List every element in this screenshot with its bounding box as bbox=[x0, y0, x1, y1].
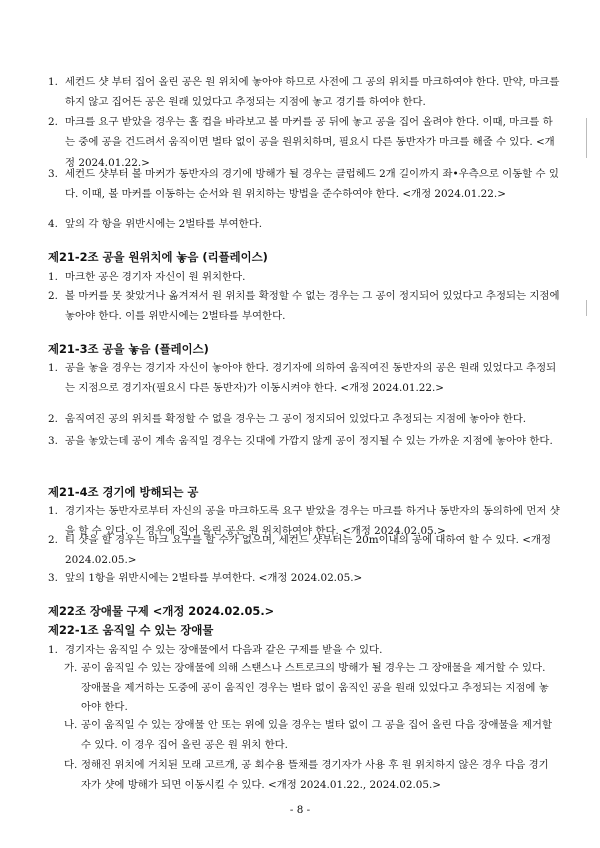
item-text: 공이 움직일 수 있는 장애물 안 또는 위에 있을 경우는 벌타 없이 그 공을 집어 올린 다음 장애물을 제거할 수 있다. 이 경우 집어 올린 공은 원 위치 한다. bbox=[81, 719, 552, 751]
margin-mark bbox=[586, 118, 587, 158]
item-number: 2. bbox=[48, 116, 58, 128]
item-text: 티 샷을 할 경우는 마크 요구를 할 수가 없으며, 세컨드 샷부터는 20m이내의 공에 대하여 할 수 있다. <개정 2024.02.05.> bbox=[65, 534, 551, 567]
margin-mark bbox=[586, 300, 587, 316]
item-text: 움직여진 공의 위치를 확정할 수 없을 경우는 그 공이 정지되어 있었다고 추정되는 지점에 놓아야 한다. bbox=[65, 413, 527, 425]
item-number: 가. bbox=[64, 662, 78, 674]
item-text: 공이 움직일 수 있는 장애물에 의해 스탠스나 스트로크의 방해가 될 경우는 그 장애물을 제거할 수 있다. 장애물을 제거하는 도중에 공이 움직인 경우는 벌타 없이 움직인 공을 원래 있었다고 추정되는 지점에 놓아야 한다. bbox=[81, 662, 549, 714]
article-heading: 제21-4조 경기에 방해되는 공 bbox=[48, 485, 199, 499]
item-number: 1. bbox=[48, 644, 58, 656]
list-item bbox=[48, 286, 560, 327]
sub-list-item bbox=[64, 756, 558, 795]
article-heading: 제21-3조 공을 놓음 (플레이스) bbox=[48, 342, 209, 356]
item-text: 정해진 위치에 거치된 모래 고르개, 공 회수용 뜰채를 경기자가 사용 후 원 위치하지 않은 경우 다음 경기자가 샷에 방해가 되면 이동시킬 수 있다. <개정 2024.01.22., 2024.02.05.> bbox=[81, 759, 549, 791]
item-number: 1. bbox=[48, 505, 58, 517]
item-number: 1. bbox=[48, 76, 58, 88]
list-item bbox=[48, 431, 560, 451]
item-number: 2. bbox=[48, 534, 58, 546]
list-item bbox=[48, 72, 560, 113]
item-text: 앞의 각 항을 위반시에는 2벌타를 부여한다. bbox=[65, 218, 263, 230]
item-text: 앞의 1항을 위반시에는 2벌타를 부여한다. <개정 2024.02.05.> bbox=[65, 572, 363, 584]
list-item bbox=[48, 640, 560, 660]
item-number: 다. bbox=[64, 759, 78, 771]
item-text: 공을 놓을 경우는 경기자 자신이 놓아야 한다. 경기자에 의하여 움직여진 동반자의 공은 원래 있었다고 추정되는 지점으로 경기자(필요시 다른 동반자)가 이동시켜야 한다. <개정 2024.01.22.> bbox=[65, 362, 557, 395]
item-number: 1. bbox=[48, 271, 58, 283]
item-text: 경기자는 움직일 수 있는 장애물에서 다음과 같은 구제를 받을 수 있다. bbox=[65, 644, 383, 656]
sub-list-item bbox=[64, 659, 558, 718]
list-item bbox=[48, 267, 560, 287]
item-text: 경기자는 동반자로부터 자신의 공을 마크하도록 요구 받았을 경우는 마크를 하거나 동반자의 동의하에 먼저 샷을 할 수 있다. 이 경우에 집어 올린 공은 원 위치하여야 한다. <개정 2024.02.05.> bbox=[65, 505, 560, 538]
item-number: 1. bbox=[48, 362, 58, 374]
article-heading: 제22조 장애물 구제 <개정 2024.02.05.> bbox=[48, 604, 275, 618]
list-item bbox=[48, 164, 560, 205]
list-item bbox=[48, 358, 560, 399]
list-item bbox=[48, 409, 560, 429]
page-number: - 8 - bbox=[289, 804, 311, 816]
item-text: 마크를 요구 받았을 경우는 홀 컵을 바라보고 볼 마커를 공 뒤에 놓고 공을 집어 올려야 한다. 이때, 마크를 하는 중에 공을 건드려서 움직이면 벌타 없이 공을 원위치하며, 필요시 다른 동반자가 마크를 해줄 수 있다. <개정 2024.01.22.> bbox=[65, 116, 555, 169]
item-number: 4. bbox=[48, 218, 58, 230]
item-number: 나. bbox=[64, 719, 78, 731]
item-text: 공을 놓았는데 공이 계속 움직일 경우는 깃대에 가깝지 않게 공이 정지될 수 있는 가까운 지점에 놓아야 한다. bbox=[65, 435, 553, 447]
item-number: 3. bbox=[48, 572, 58, 584]
item-number: 2. bbox=[48, 290, 58, 302]
item-text: 볼 마커를 못 찾았거나 옮겨져서 원 위치를 확정할 수 없는 경우는 그 공이 정지되어 있었다고 추정되는 지점에 놓아야 한다. 이를 위반시에는 2벌타를 부여한다. bbox=[65, 290, 560, 323]
item-text: 세컨드 샷부터 볼 마커가 동반자의 경기에 방해가 될 경우는 클럽헤드 2개 길이까지 좌•우측으로 이동할 수 있다. 이때, 볼 마커를 이동하는 순서와 원 위치하는 방법을 준수하여야 한다. <개정 2024.01.22.> bbox=[65, 168, 559, 201]
article-heading: 제22-1조 움직일 수 있는 장애물 bbox=[48, 623, 214, 637]
article-heading: 제21-2조 공을 원위치에 놓음 (리플레이스) bbox=[48, 250, 268, 264]
sub-list-item bbox=[64, 716, 558, 755]
item-text: 마크한 공은 경기자 자신이 원 위치한다. bbox=[65, 271, 246, 283]
list-item bbox=[48, 568, 560, 588]
item-text: 세컨드 샷 부터 집어 올린 공은 원 위치에 놓아야 하므로 사전에 그 공의 위치를 마크하여야 한다. 만약, 마크를 하지 않고 집어든 공은 원래 있었다고 추정되는 지점에 놓고 경기를 하여야 한다. bbox=[65, 76, 560, 109]
item-number: 2. bbox=[48, 413, 58, 425]
list-item bbox=[48, 214, 560, 234]
list-item bbox=[48, 530, 560, 571]
item-number: 3. bbox=[48, 435, 58, 447]
item-number: 3. bbox=[48, 168, 58, 180]
